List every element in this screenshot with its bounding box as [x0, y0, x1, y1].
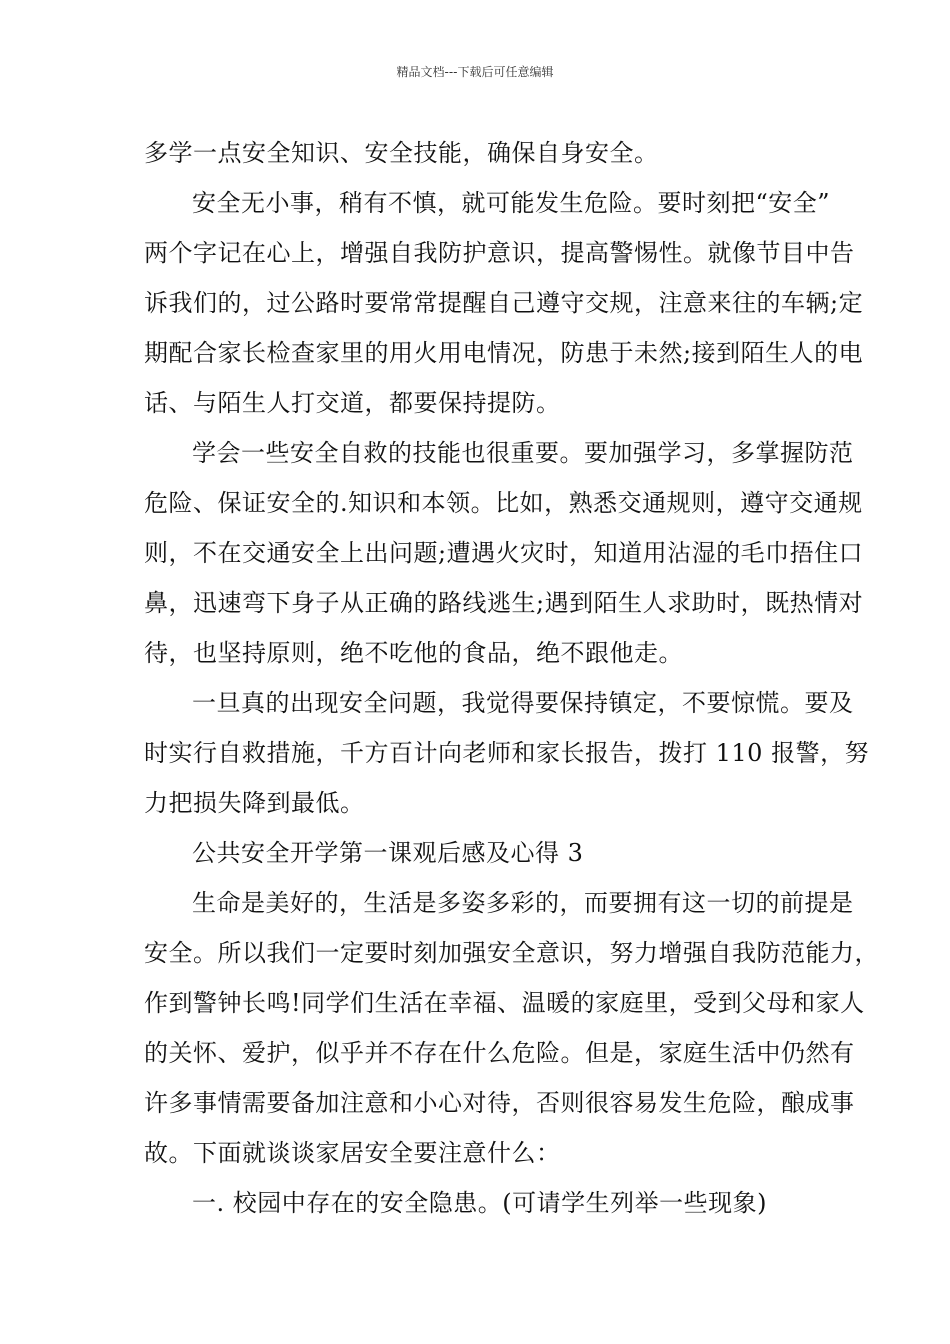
text-line: 则，不在交通安全上出问题;遭遇火灾时，知道用沾湿的毛巾捂住口: [144, 539, 864, 567]
document-body: [144, 128, 879, 1228]
text-line: 作到警钟长鸣!同学们生活在幸福、温暖的家庭里，受到父母和家人: [144, 989, 865, 1017]
text-line: 诉我们的，过公路时要常常提醒自己遵守交规，注意来往的车辆;定: [144, 289, 864, 317]
page-header: 精品文档---下载后可任意编辑: [396, 65, 554, 79]
text-line: 一. 校园中存在的安全隐患。(可请学生列举一些现象): [192, 1189, 767, 1217]
text-line: 故。下面就谈谈家居安全要注意什么：: [144, 1139, 561, 1167]
text-line: 时实行自救措施，千方百计向老师和家长报告，拨打 110 报警，努: [144, 739, 870, 767]
text-line: 多学一点安全知识、安全技能，确保自身安全。: [144, 139, 659, 167]
text-line: 力把损失降到最低。: [144, 789, 365, 817]
text-line: 待，也坚持原则，绝不吃他的食品，绝不跟他走。: [144, 639, 683, 667]
text-line: 的关怀、爱护，似乎并不存在什么危险。但是，家庭生活中仍然有: [144, 1039, 855, 1067]
text-line: 两个字记在心上，增强自我防护意识，提高警惕性。就像节目中告: [144, 239, 855, 267]
text-line: 话、与陌生人打交道，都要保持提防。: [144, 389, 561, 417]
text-line: 危险、保证安全的.知识和本领。比如，熟悉交通规则，遵守交通规: [144, 489, 863, 517]
text-line: 一旦真的出现安全问题，我觉得要保持镇定，不要惊慌。要及: [192, 689, 854, 717]
text-line: 生命是美好的，生活是多姿多彩的，而要拥有这一切的前提是: [192, 889, 854, 917]
text-line: 安全。所以我们一定要时刻加强安全意识，努力增强自我防范能力，: [144, 939, 879, 967]
text-line: 许多事情需要备加注意和小心对待，否则很容易发生危险，酿成事: [144, 1089, 855, 1117]
text-line: 安全无小事，稍有不慎，就可能发生危险。要时刻把“安全”: [192, 189, 831, 217]
text-line: 鼻，迅速弯下身子从正确的路线逃生;遇到陌生人求助时，既热情对: [144, 589, 864, 617]
text-line: 学会一些安全自救的技能也很重要。要加强学习，多掌握防范: [192, 439, 854, 467]
text-line: 期配合家长检查家里的用火用电情况，防患于未然;接到陌生人的电: [144, 339, 864, 367]
section-heading: 公共安全开学第一课观后感及心得 3: [192, 839, 584, 867]
